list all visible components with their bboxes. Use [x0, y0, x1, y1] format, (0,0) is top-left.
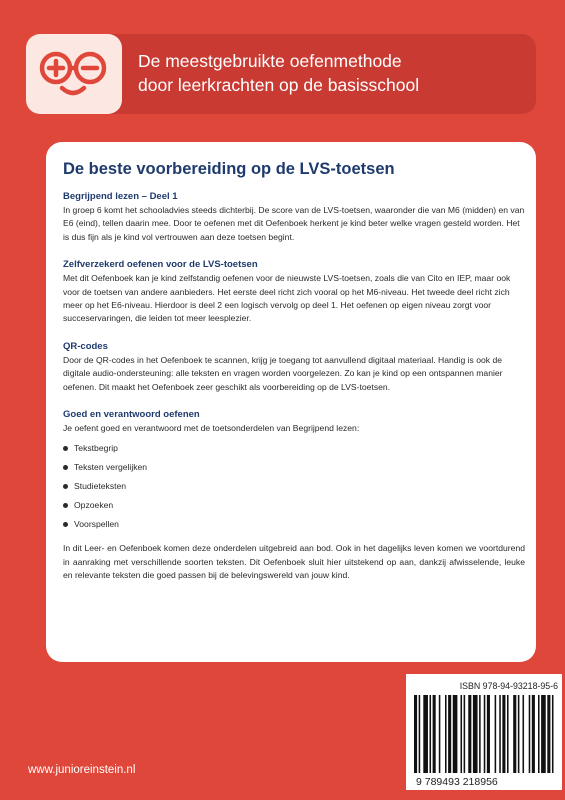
barcode-bar: [423, 695, 428, 773]
barcode-bar: [419, 695, 421, 773]
list-item: Teksten vergelijken: [63, 458, 525, 477]
skills-list: [63, 439, 525, 534]
banner-line-2: door leerkrachten op de basisschool: [138, 75, 420, 95]
barcode-bar: [464, 695, 466, 773]
barcode-image: [406, 693, 562, 789]
barcode-bar: [513, 695, 516, 773]
section-outro-goed-oefenen: In dit Leer- en Oefenboek komen deze onderdelen uitgebreid aan bod. Ook in het dagelijks leven komen we voortdurend in aanraking met verschillende soorten teksten. Dit Oefenboek sluit hier uitstekend op aan, dankzij afwisselende, leuke en relevante teksten die goed passen bij de belevingswereld van jouw kind.: [63, 543, 525, 581]
barcode-bar: [414, 695, 417, 773]
website-url[interactable]: www.junioreinstein.nl: [28, 764, 136, 776]
barcode-bar: [523, 695, 525, 773]
barcode-bar: [445, 695, 447, 773]
barcode-digits: 9 789493 218956: [416, 776, 498, 788]
top-banner: [26, 34, 536, 114]
barcode-bar: [518, 695, 520, 773]
isbn-label: ISBN 978-94-93218-95-6: [459, 681, 558, 691]
section-title-begrijpend-lezen: Begrijpend lezen – Deel 1: [63, 191, 178, 202]
list-item: Opzoeken: [63, 496, 525, 515]
section-body-zelfverzekerd: Met dit Oefenboek kan je kind zelfstandig oefenen voor de nieuwste LVS-toetsen, zoals die van Cito en IEP, maar ook voor de toetsen van andere aanbieders. Het eerste deel richt zich vooral op het M6-niveau. Het tweede deel richt zich meer op het E6-niveau. Hierdoor is deel 2 een logisch vervolg op deel 1. Het oefenen op eigen niveau zorgt voor succeservaringen, die leiden tot meer leesplezier.: [63, 273, 511, 324]
barcode-bar: [532, 695, 535, 773]
barcode-bar: [479, 695, 481, 773]
list-item: Voorspellen: [63, 515, 525, 534]
barcode-bar: [507, 695, 509, 773]
banner-line-1: De meestgebruikte oefenmethode: [138, 51, 402, 71]
section-title-qr-codes: QR-codes: [63, 340, 108, 352]
barcode-bar: [547, 695, 550, 773]
barcode-bar: [552, 695, 554, 773]
barcode-bar: [468, 695, 471, 773]
barcode-bar: [461, 695, 463, 773]
section-intro-goed-oefenen: Je oefent goed en verantwoord met de toetsonderdelen van Begrijpend lezen:: [63, 423, 360, 434]
barcode-bar: [439, 695, 441, 773]
barcode-bar: [499, 695, 501, 773]
card-title: De beste voorbereiding op de LVS-toetsen: [63, 160, 395, 178]
barcode-bar: [541, 695, 546, 773]
list-item: Tekstbegrip: [63, 439, 525, 458]
content-card: [46, 142, 536, 662]
barcode-bar: [484, 695, 486, 773]
barcode-box: [406, 674, 562, 790]
barcode-bar: [430, 695, 432, 773]
section-title-goed-oefenen: Goed en verantwoord oefenen: [63, 409, 200, 421]
barcode-bar: [538, 695, 540, 773]
glasses-plus-minus-smile-icon: [38, 50, 110, 100]
barcode-bar: [448, 695, 451, 773]
section-body-begrijpend-lezen: In groep 6 komt het schooladvies steeds dichterbij. De score van de LVS-toetsen, waaronder die van M6 (midden) en van E6 (eind), tellen daarin mee. Door te oefenen met dit Oefenboek herkent je kind beter welke vragen gesteld worden. Het is dus fijn als je kind vol vertrouwen aan deze toetsen begint.: [63, 205, 525, 242]
barcode-bar: [453, 695, 458, 773]
section-body-qr-codes: Door de QR-codes in het Oefenboek te scannen, krijg je toegang tot aanvullend digitaal materiaal. Handig is ook de digitale audio-ondersteuning: alle teksten en vragen worden voorgelezen. Zo kan je kind op een ontspannen manier oefenen. Dit maakt het Oefenboek zeer geschikt als voorbereiding op de LVS-toetsen.: [63, 354, 503, 392]
banner-tagline: [138, 49, 528, 97]
section-title-zelfverzekerd: Zelfverzekerd oefenen voor de LVS-toetsen: [63, 259, 258, 271]
barcode-bar: [495, 695, 497, 773]
barcode-bar: [502, 695, 505, 773]
list-item: Studieteksten: [63, 477, 525, 496]
barcode-bar: [529, 695, 531, 773]
logo: [26, 34, 122, 114]
barcode-bar: [473, 695, 478, 773]
barcode-bar: [433, 695, 436, 773]
barcode-bar: [487, 695, 490, 773]
